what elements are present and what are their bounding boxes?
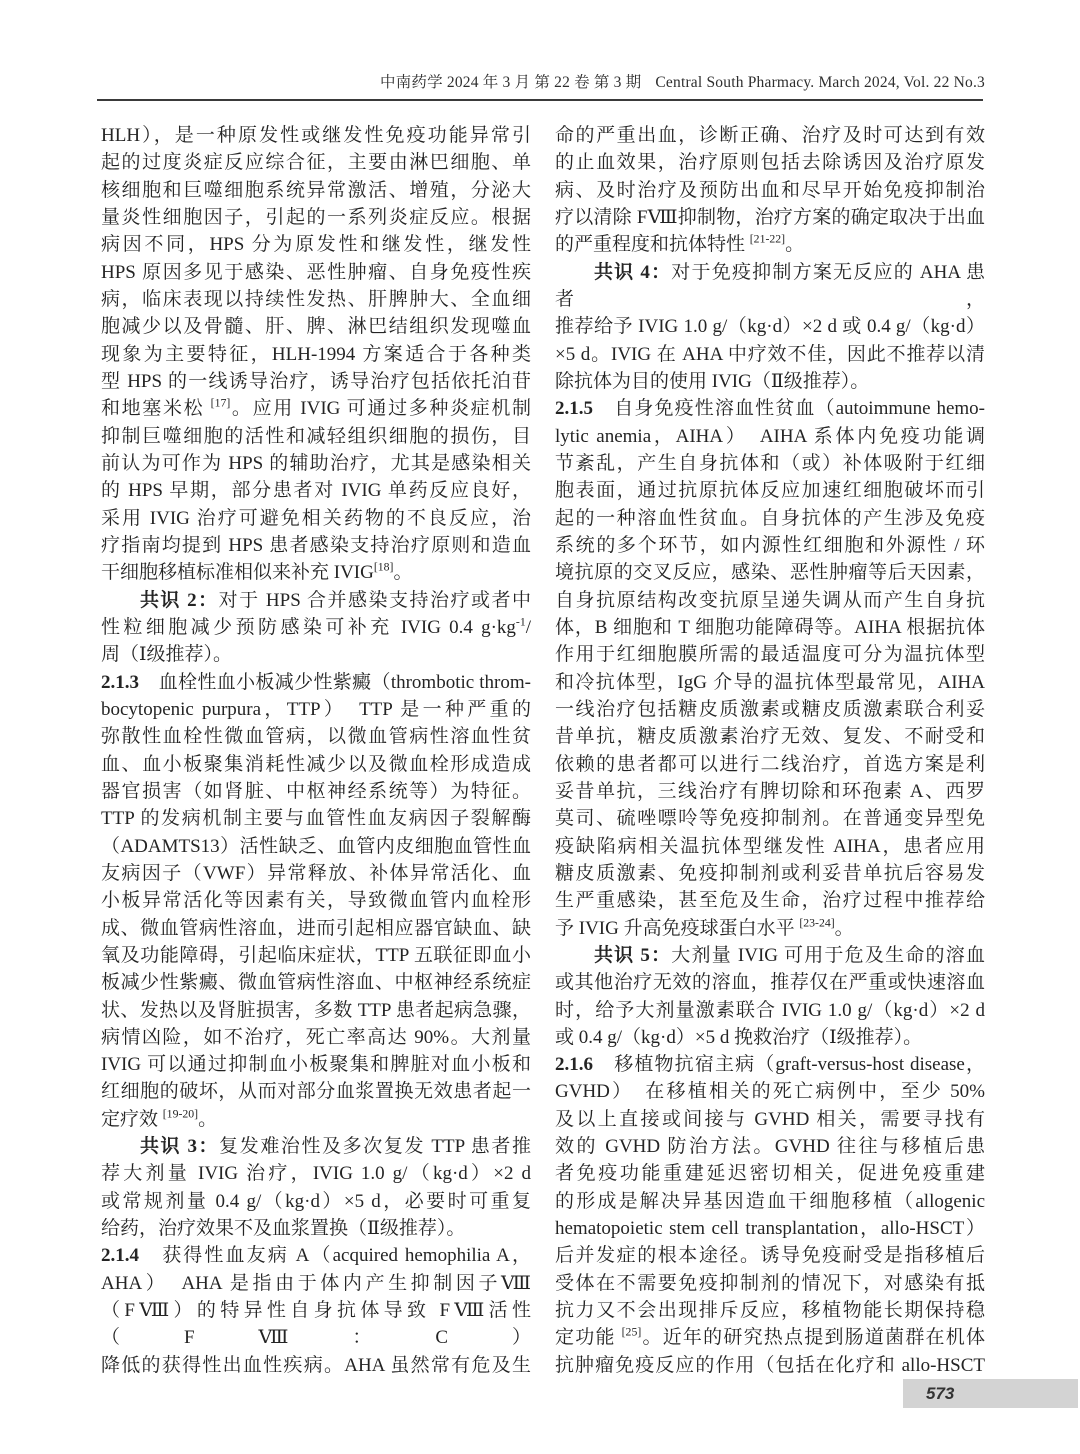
text-line: 成、微血管病性溶血，进而引起相应器官缺血、缺 [101,917,531,939]
text-line: 共识 4：对于免疫抑制方案无反应的 AHA 患者， [555,261,985,310]
text-line: 胞减少以及骨髓、肝、脾、淋巴结组织发现噬血 [101,316,531,338]
text-line: 状、发热以及肾脏损害，多数 TTP 患者起病急骤， [101,999,531,1021]
text-line: 自身抗原结构改变抗原呈递失调从而产生自身抗 [555,589,985,611]
text-line: 病，临床表现以持续性发热、肝脾肿大、全血细 [101,288,531,310]
text-line: 作用于红细胞膜所需的最适温度可分为温抗体型 [555,644,985,666]
text-line: ×5 d。IVIG 在 AHA 中疗效不佳，因此不推荐以清 [555,343,985,365]
text-line: 采用 IVIG 治疗可避免相关药物的不良反应，治 [101,507,531,529]
text-line: 的形成是解决异基因造血干细胞移植（allogenic [555,1190,985,1212]
text-line: 效的 GVHD 防治方法。GVHD 往往与移植后患 [555,1136,985,1158]
text-line: 友病因子（VWF）异常释放、补体异常活化、血 [101,862,531,884]
text-line: 量炎性细胞因子，引起的一系列炎症反应。根据 [101,206,531,228]
text-line: 现象为主要特征，HLH-1994 方案适合于各种类 [101,343,531,365]
text-line: 病因不同，HPS 分为原发性和继发性，继发性 [101,234,531,256]
header-rule [97,99,983,101]
text-line: 疗以清除 FⅧ抑制物，治疗方案的确定取决于出血 [555,206,985,228]
column-left [101,122,531,1379]
text-line: TTP 的发病机制主要与血管性血友病因子裂解酶 [101,808,531,830]
text-line: 2.1.6 移植物抗宿主病（graft-versus-host disease， [555,1054,985,1076]
text-line: lytic anemia，AIHA） AIHA 系体内免疫功能调 [555,425,985,447]
text-line: 妥昔单抗，三线治疗有脾切除和环孢素 A、西罗 [555,780,985,802]
text-line: AHA） AHA 是指由于体内产生抑制因子Ⅷ [101,1272,531,1294]
text-line: 荐大剂量 IVIG 治疗，IVIG 1.0 g/（kg·d）×2 d [101,1163,531,1185]
text-line: （ADAMTS13）活性缺乏、血管内皮细胞血管性血 [101,835,531,857]
text-line: 共识 3：复发难治性及多次复发 TTP 患者推 [139,1136,531,1158]
text-line: 给药，治疗效果不及血浆置换（Ⅱ级推荐）。 [101,1218,466,1240]
text-line: 命的严重出血，诊断正确、治疗及时可达到有效 [555,125,985,146]
text-line: 红细胞的破坏，从而对部分血浆置换无效患者起一 [101,1081,531,1103]
text-line: HLH），是一种原发性或继发性免疫功能异常引 [101,125,531,146]
text-line: 器官损害（如肾脏、中枢神经系统等）为特征。 [101,780,531,802]
text-line: 降低的获得性出血性疾病。AHA 虽然常有危及生 [101,1354,531,1376]
text-line: 境抗原的交叉反应，感染、恶性肿瘤等后天因素， [555,562,985,584]
text-line: 昔单抗，糖皮质激素治疗无效、复发、不耐受和 [555,726,985,748]
text-line: 的止血效果，治疗原则包括去除诱因及治疗原发 [555,152,985,174]
journal-title-en: Central South Pharmacy. March 2024, Vol. 22 No.3 [655,74,985,91]
text-line: 糖皮质激素、免疫抑制剂或利妥昔单抗后容易发 [555,862,985,884]
text-line: 抑制巨噬细胞的活性和减轻组织细胞的损伤，目 [101,425,531,447]
column-right [555,122,985,1379]
text-line: 和地塞米松 [17]。应用 IVIG 可通过多种炎症机制 [101,396,531,420]
text-line: 氧及功能障碍，引起临床症状，TTP 五联征即血小 [101,944,531,966]
text-line: 推荐给予 IVIG 1.0 g/（kg·d）×2 d 或 0.4 g/（kg·d） [555,316,985,338]
page-number: 573 [926,1384,955,1403]
text-line: 予 IVIG 升高免疫球蛋白水平 [23-24]。 [555,916,854,939]
text-line: 干细胞移植标准相似来补充 IVIG[18]。 [101,560,413,584]
text-line: 共识 5：大剂量 IVIG 可用于危及生命的溶血 [593,944,985,966]
text-line: 及以上直接或间接与 GVHD 相关，需要寻找有 [555,1108,985,1130]
text-line: 体，B 细胞和 T 细胞功能障碍等。AIHA 根据抗体 [555,616,985,638]
text-line: 和冷抗体型，IgG 介导的温抗体型最常见，AIHA [555,671,985,693]
text-line: 起的一种溶血性贫血。自身抗体的产生涉及免疫 [555,507,985,529]
text-line: 核细胞和巨噬细胞系统异常激活、增殖，分泌大 [101,179,531,201]
text-line: 2.1.5 自身免疫性溶血性贫血（autoimmune hemo- [555,398,985,420]
text-line: hematopoietic stem cell transplantation，allo-HSCT） [555,1218,985,1240]
text-line: 起的过度炎症反应综合征，主要由淋巴细胞、单 [101,152,531,174]
text-line: 一线治疗包括糖皮质激素或糖皮质激素联合利妥 [555,698,985,720]
text-line: IVIG 可以通过抑制血小板聚集和脾脏对血小板和 [101,1054,531,1076]
text-line: bocytopenic purpura，TTP） TTP 是一种严重的 [101,698,531,720]
text-line: 定疗效 [19-20]。 [101,1107,218,1130]
text-line: 病情凶险，如不治疗，死亡率高达 90%。大剂量 [101,1026,531,1048]
text-line: 除抗体为目的使用 IVIG（Ⅱ级推荐）。 [555,370,870,392]
article-body [101,122,985,1379]
text-line: 或其他治疗无效的溶血，推荐仅在严重或快速溶血 [555,972,985,994]
text-line: 疫缺陷病相关温抗体型继发性 AIHA，患者应用 [555,835,985,857]
text-line: 2.1.3 血栓性血小板减少性紫癜（thrombotic throm- [101,671,531,693]
text-line: 定功能 [25]。近年的研究热点提到肠道菌群在机体 [555,1326,985,1349]
text-line: 型 HPS 的一线诱导治疗，诱导治疗包括依托泊苷 [101,370,531,392]
text-line: 板减少性紫癜、微血管病性溶血、中枢神经系统症 [101,972,531,994]
text-line: 前认为可作为 HPS 的辅助治疗，尤其是感染相关 [101,452,531,474]
text-line: 生严重感染，甚至危及生命，治疗过程中推荐给 [555,890,985,912]
text-line: （FⅧ）的特异性自身抗体导致 FⅧ活性（FⅧ：C） [101,1300,531,1349]
text-line: 弥散性血栓性微血管病，以微血管病性溶血性贫 [101,726,531,748]
text-line: GVHD） 在移植相关的死亡病例中，至少 50% [555,1081,985,1103]
text-line: 的严重程度和抗体特性 [21-22]。 [555,232,805,256]
text-line: 系统的多个环节，如内源性红细胞和外源性 / 环 [555,534,985,556]
text-line: 的 HPS 早期，部分患者对 IVIG 单药反应良好， [101,480,531,502]
text-line: 受体在不需要免疫抑制剂的情况下，对感染有抵 [555,1272,985,1294]
journal-title-cn: 中南药学 2024 年 3 月 第 22 卷 第 3 期 [380,74,642,91]
text-line: 性粒细胞减少预防感染可补充 IVIG 0.4 $g\cdot kg^{-1}/$ [101,615,531,638]
text-line: 胞表面，通过抗原抗体反应加速红细胞破坏而引 [555,480,985,502]
page-header [380,70,985,92]
text-line: 疗指南均提到 HPS 患者感染支持治疗原则和造血 [101,534,531,556]
text-line: 者免疫功能重建延迟密切相关，促进免疫重建 [555,1163,985,1185]
text-line: 莫司、硫唑嘌呤等免疫抑制剂。在普通变异型免 [555,808,985,830]
text-line: 时，给予大剂量激素联合 IVIG 1.0 g/（kg·d）×2 d [555,999,985,1021]
text-line: 血、血小板聚集消耗性减少以及微血栓形成造成 [101,753,531,775]
text-line: 后并发症的根本途径。诱导免疫耐受是指移植后 [555,1245,985,1267]
text-line: 共识 2：对于 HPS 合并感染支持治疗或者中 [139,589,531,611]
text-line: 2.1.4 获得性血友病 A（acquired hemophilia A， [101,1245,531,1267]
text-line: 依赖的患者都可以进行二线治疗，首选方案是利 [555,753,985,775]
text-line: 抗肿瘤免疫反应的作用（包括在化疗和 allo-HSCT [555,1354,985,1376]
text-line: 或常规剂量 0.4 g/（kg·d）×5 d，必要时可重复 [101,1190,531,1212]
page-number-box [903,1379,1078,1408]
text-line: 或 0.4 g/（kg·d）×5 d 挽救治疗（Ⅰ级推荐）。 [555,1026,923,1048]
text-line: 抗力又不会出现排斥反应，移植物能长期保持稳 [555,1300,985,1322]
text-line: 周（Ⅰ级推荐）。 [101,644,233,666]
text-line: HPS 原因多见于感染、恶性肿瘤、自身免疫性疾 [101,261,531,283]
text-line: 病、及时治疗及预防出血和尽早开始免疫抑制治 [555,179,985,201]
text-line: 节紊乱，产生自身抗体和（或）补体吸附于红细 [555,452,985,474]
text-line: 小板异常活化等因素有关，导致微血管内血栓形 [101,890,531,912]
